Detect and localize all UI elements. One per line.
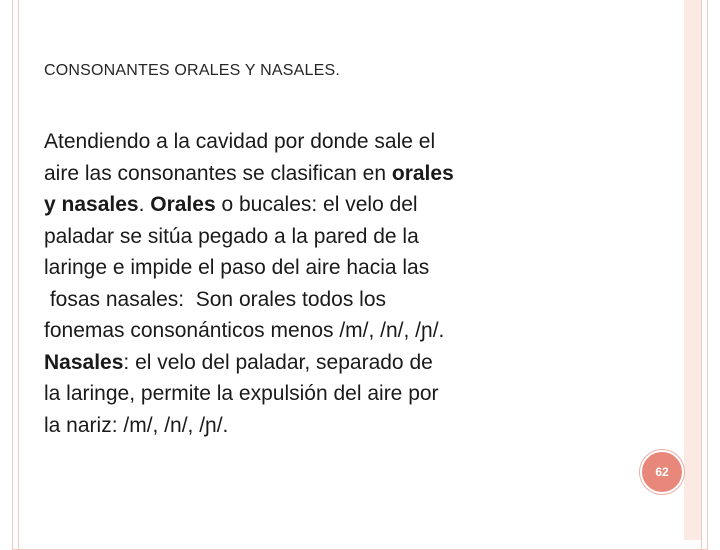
slide-title: CONSONANTES ORALES Y NASALES. — [44, 62, 340, 79]
page-number-badge: 62 — [640, 450, 684, 494]
term-nasales: Nasales — [44, 350, 124, 374]
term-orales: orales — [391, 161, 454, 185]
body-line-8: Nasales: el velo del paladar, separado de — [44, 350, 433, 374]
body-line-2: aire las consonantes se clasifican en orales — [44, 161, 454, 185]
slide-body-text — [44, 126, 564, 441]
body-line-10: la nariz: /m/, /n/, /ɲ/. — [44, 413, 229, 437]
body-line-9: la laringe, permite la expulsión del aire por — [44, 382, 439, 405]
body-line-5: laringe e impide el paso del aire hacia las — [44, 256, 430, 279]
term-y-nasales: y nasales — [44, 193, 139, 216]
body-line-1: Atendiendo a la cavidad por donde sale el — [44, 130, 436, 153]
body-line-4: paladar se sitúa pegado a la pared de la — [44, 224, 419, 248]
body-line-7: fonemas consonánticos menos /m/, /n/, /ɲ/. — [44, 319, 445, 342]
term-orales-heading: Orales — [150, 193, 216, 216]
body-line-6: fosas nasales: Son orales todos los — [44, 287, 387, 311]
body-line-3: y nasales. Orales o bucales: el velo del — [44, 193, 418, 216]
